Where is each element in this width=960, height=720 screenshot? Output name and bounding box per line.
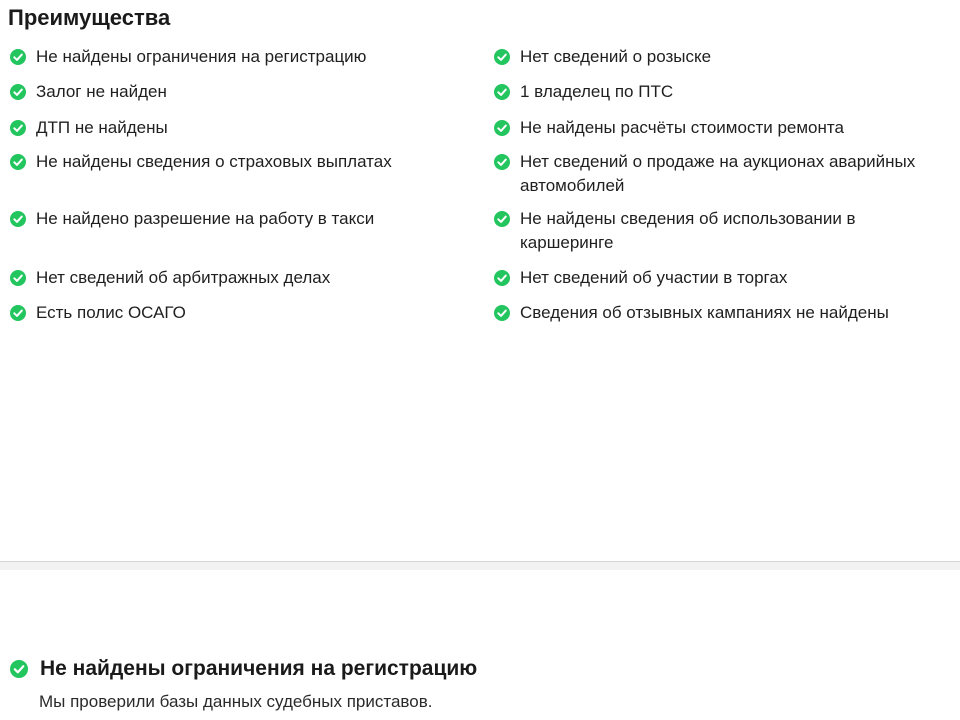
check-circle-icon: [494, 305, 510, 321]
benefit-item: [10, 301, 470, 325]
benefit-item: [10, 80, 470, 104]
check-circle-icon: [10, 120, 26, 136]
benefit-label: Не найдены сведения об использовании в каршеринге: [520, 209, 856, 252]
section-title: Преимущества: [8, 5, 171, 30]
benefit-label: ДТП не найдены: [36, 118, 168, 137]
check-circle-icon: [10, 270, 26, 286]
benefit-label: Не найдены расчёты стоимости ремонта: [520, 118, 844, 137]
benefit-item: [494, 45, 956, 69]
check-circle-icon: [494, 84, 510, 100]
benefit-item: [10, 207, 470, 231]
check-circle-icon: [494, 270, 510, 286]
benefit-label: Нет сведений об арбитражных делах: [36, 268, 331, 287]
benefit-item: [494, 116, 956, 140]
benefit-label: Не найдены сведения о страховых выплатах: [36, 152, 392, 171]
check-circle-icon: [10, 84, 26, 100]
check-circle-icon: [10, 211, 26, 227]
check-circle-icon: [10, 305, 26, 321]
benefit-item: [494, 150, 956, 198]
section-divider: [0, 561, 960, 570]
benefit-item: [10, 116, 470, 140]
check-circle-icon: [10, 49, 26, 65]
benefit-item: [10, 45, 470, 69]
benefit-label: Нет сведений об участии в торгах: [520, 268, 788, 287]
benefit-label: Залог не найден: [36, 82, 167, 101]
check-circle-icon: [494, 49, 510, 65]
check-circle-icon: [494, 154, 510, 170]
benefit-label: Нет сведений о продаже на аукционах аварийных автомобилей: [520, 152, 916, 195]
benefit-label: Есть полис ОСАГО: [36, 303, 186, 322]
check-circle-icon: [10, 154, 26, 170]
benefit-label: Нет сведений о розыске: [520, 47, 712, 66]
check-circle-icon: [494, 120, 510, 136]
detail-heading: [10, 655, 477, 683]
benefit-item: [10, 266, 470, 290]
detail-title: Не найдены ограничения на регистрацию: [40, 657, 478, 680]
benefit-label: Сведения об отзывных кампаниях не найдены: [520, 303, 889, 322]
benefit-label: 1 владелец по ПТС: [520, 82, 674, 101]
benefit-label: Не найдены ограничения на регистрацию: [36, 47, 367, 66]
benefit-item: [494, 266, 956, 290]
benefit-label: Не найдено разрешение на работу в такси: [36, 209, 375, 228]
check-circle-icon: [10, 660, 28, 678]
benefit-item: [10, 150, 470, 174]
check-circle-icon: [494, 211, 510, 227]
benefit-item: [494, 301, 956, 325]
benefit-item: [494, 207, 894, 255]
benefit-item: [494, 80, 956, 104]
detail-description: Мы проверили базы данных судебных приставов.: [39, 692, 433, 711]
